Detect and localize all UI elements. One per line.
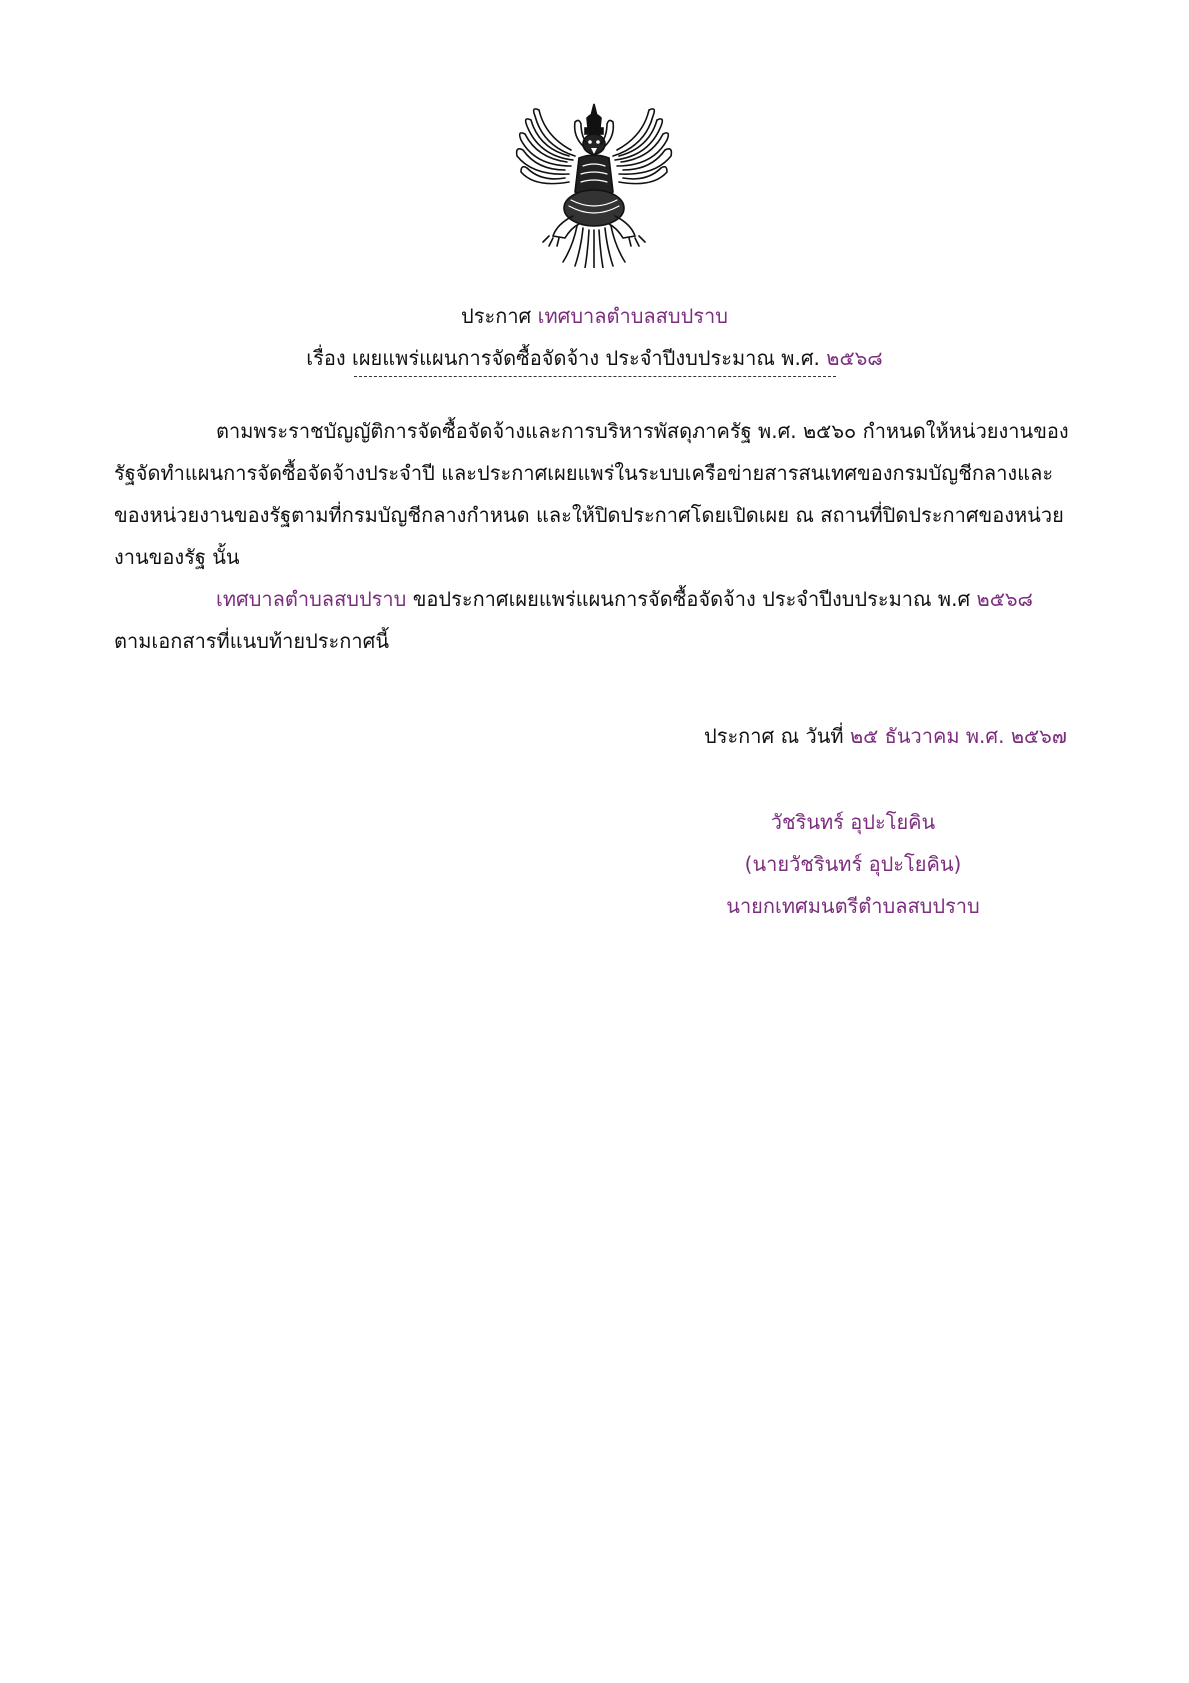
- announcement-date: [704, 722, 1067, 750]
- paragraph2-end: ตามเอกสารที่แนบท้ายประกาศนี้: [114, 629, 389, 653]
- announce-prefix: ประกาศ: [461, 304, 532, 328]
- title-divider: [354, 376, 836, 377]
- garuda-emblem-icon: [513, 96, 675, 268]
- body-paragraph-2: [114, 578, 1076, 662]
- date-value: ๒๕ ธันวาคม พ.ศ. ๒๕๖๗: [849, 724, 1067, 748]
- announcement-subject: [0, 344, 1189, 372]
- paragraph2-organization: เทศบาลตำบลสบปราบ: [216, 587, 407, 611]
- organization-name: เทศบาลตำบลสบปราบ: [537, 304, 728, 328]
- signature-position: นายกเทศมนตรีตำบลสบปราบ: [726, 894, 980, 918]
- paragraph2-year: ๒๕๖๘: [976, 587, 1033, 611]
- subject-text: เรื่อง เผยแพร่แผนการจัดซื้อจัดจ้าง ประจำปีงบประมาณ พ.ศ.: [306, 346, 820, 370]
- body-paragraph-1: ตามพระราชบัญญัติการจัดซื้อจัดจ้างและการบริหารพัสดุภาครัฐ พ.ศ. ๒๕๖๐ กำหนดให้หน่วยงานของรัฐจัดทำแผนการจัดซื้อจัดจ้างประจำปี และประกาศเผยแพร่ในระบบเครือข่ายสารสนเทศของกรมบัญชีกลางและของหน่วยงานของรัฐตามที่กรมบัญชีกลางกำหนด และให้ปิดประกาศโดยเปิดเผย ณ สถานที่ปิดประกาศของหน่วยงานของรัฐ นั้น: [114, 419, 1069, 569]
- signature-printed-name: (นายวัชรินทร์ อุปะโยคิน): [744, 852, 962, 876]
- signature-name: วัชรินทร์ อุปะโยคิน: [770, 810, 936, 834]
- subject-year: ๒๕๖๘: [826, 346, 883, 370]
- date-prefix: ประกาศ ณ วันที่: [704, 724, 844, 748]
- paragraph2-middle: ขอประกาศเผยแพร่แผนการจัดซื้อจัดจ้าง ประจำปีงบประมาณ พ.ศ: [406, 587, 977, 611]
- announcement-body: [114, 410, 1076, 662]
- announcement-title: [0, 302, 1189, 330]
